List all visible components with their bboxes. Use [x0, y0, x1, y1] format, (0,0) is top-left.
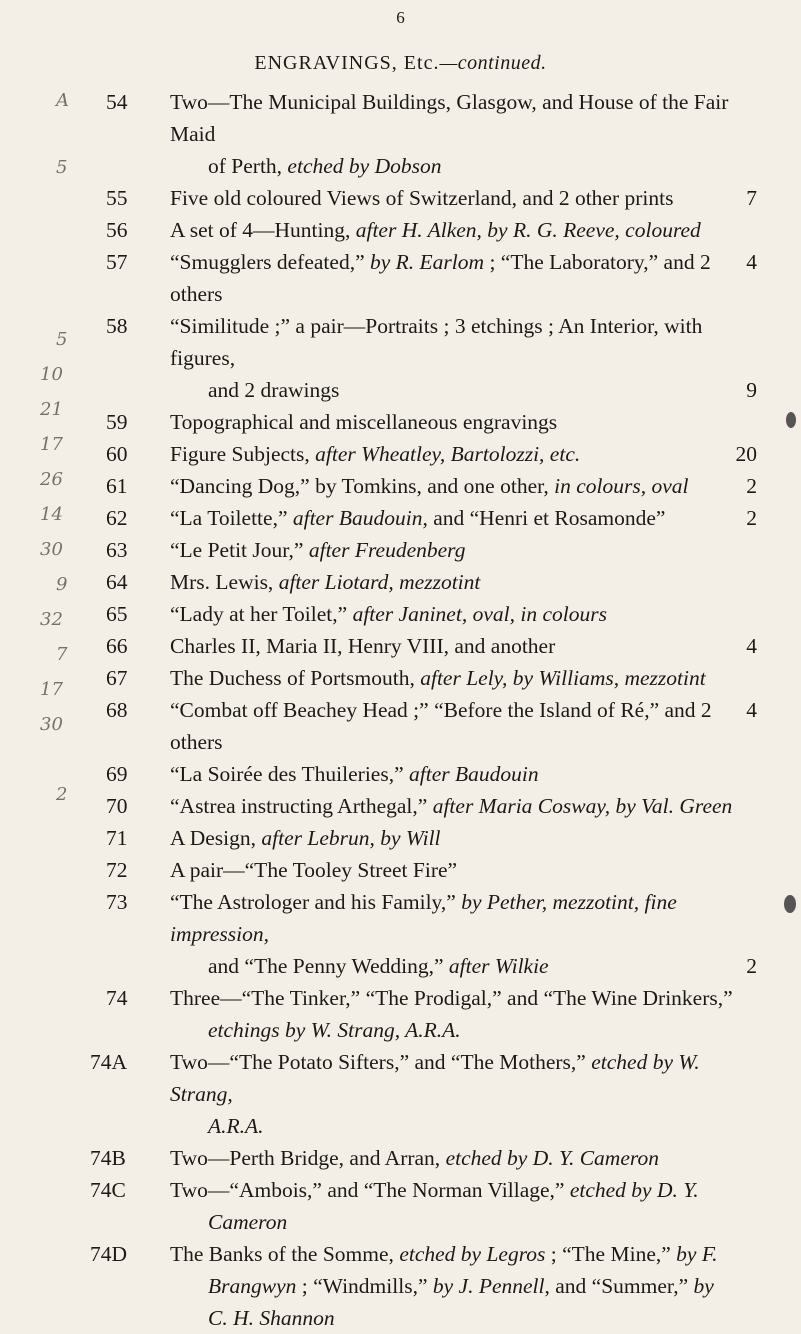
lot-description: “La Toilette,” after Baudouin, and “Henri et Rosamonde” [170, 506, 666, 530]
lot-number: 55 [106, 186, 128, 210]
lot-item [0, 1174, 801, 1238]
lot-quantity: 2 [746, 954, 757, 978]
lot-number: 64 [106, 570, 128, 594]
lot-item [0, 886, 801, 982]
lot-description-continued: Brangwyn ; “Windmills,” by J. Pennell, and “Summer,” by [208, 1274, 714, 1298]
lot-number: 73 [106, 890, 128, 914]
lot-number: 61 [106, 474, 128, 498]
lot-description: “The Astrologer and his Family,” by Pether, mezzotint, fine impression, [170, 890, 677, 946]
lot-item [0, 598, 801, 630]
lot-description: A Design, after Lebrun, by Will [170, 826, 441, 850]
lot-number: 62 [106, 506, 128, 530]
lot-description: A set of 4—Hunting, after H. Alken, by R. G. Reeve, coloured [170, 218, 701, 242]
lot-list [0, 86, 801, 1334]
margin-annotation: 30 [40, 714, 63, 735]
lot-number: 70 [106, 794, 128, 818]
lot-item [0, 86, 801, 182]
lot-description-continued: and “The Penny Wedding,” after Wilkie [208, 954, 549, 978]
lot-item [0, 1142, 801, 1174]
lot-description-continued: of Perth, etched by Dobson [208, 154, 442, 178]
lot-description: “Astrea instructing Arthegal,” after Maria Cosway, by Val. Green [170, 794, 733, 818]
heading-continued: —continued. [439, 52, 547, 74]
lot-number: 58 [106, 314, 128, 338]
lot-item [0, 310, 801, 406]
lot-item [0, 214, 801, 246]
margin-annotation: 7 [56, 644, 68, 665]
lot-quantity: 9 [746, 378, 757, 402]
lot-item [0, 694, 801, 758]
lot-number: 66 [106, 634, 128, 658]
lot-number: 56 [106, 218, 128, 242]
margin-annotation: 9 [56, 574, 68, 595]
margin-annotation: 5 [56, 329, 68, 350]
lot-item [0, 182, 801, 214]
lot-description: Five old coloured Views of Switzerland, and 2 other prints [170, 186, 674, 210]
lot-description-continued: Cameron [208, 1210, 288, 1234]
lot-number: 69 [106, 762, 128, 786]
lot-quantity: 7 [746, 186, 757, 210]
ink-spot [786, 412, 796, 428]
lot-quantity: 4 [746, 634, 757, 658]
lot-description: Two—“Ambois,” and “The Norman Village,” etched by D. Y. [170, 1178, 699, 1202]
lot-description: Figure Subjects, after Wheatley, Bartolozzi, etc. [170, 442, 581, 466]
lot-item [0, 246, 801, 310]
lot-item [0, 1238, 801, 1334]
lot-number: 57 [106, 250, 128, 274]
ink-spot [784, 895, 796, 913]
lot-description-continued: etchings by W. Strang, A.R.A. [208, 1018, 461, 1042]
lot-item [0, 406, 801, 438]
lot-description: “La Soirée des Thuileries,” after Baudouin [170, 762, 539, 786]
margin-annotation: 10 [40, 364, 63, 385]
lot-number: 74D [90, 1242, 128, 1266]
margin-annotation: 14 [40, 504, 63, 525]
lot-description: The Banks of the Somme, etched by Legros ; “The Mine,” by F. [170, 1242, 718, 1266]
lot-number: 74 [106, 986, 128, 1010]
lot-number: 74A [90, 1050, 128, 1074]
lot-description: Topographical and miscellaneous engravings [170, 410, 558, 434]
lot-item [0, 758, 801, 790]
margin-annotation: 17 [40, 434, 63, 455]
lot-item [0, 566, 801, 598]
lot-description: “Le Petit Jour,” after Freudenberg [170, 538, 466, 562]
lot-description: Charles II, Maria II, Henry VIII, and another [170, 634, 556, 658]
margin-annotation: 21 [40, 399, 63, 420]
lot-item [0, 534, 801, 566]
lot-number: 65 [106, 602, 128, 626]
lot-description: “Similitude ;” a pair—Portraits ; 3 etchings ; An Interior, with figures, [170, 314, 703, 370]
lot-number: 67 [106, 666, 128, 690]
lot-number: 71 [106, 826, 128, 850]
lot-quantity: 2 [746, 506, 757, 530]
lot-number: 72 [106, 858, 128, 882]
margin-annotation: 30 [40, 539, 63, 560]
lot-description-continued: and 2 drawings [208, 378, 340, 402]
margin-annotation: A [56, 90, 69, 111]
margin-annotation: 32 [40, 609, 63, 630]
page-heading [0, 52, 801, 75]
lot-description: “Combat off Beachey Head ;” “Before the Island of Ré,” and 2 others [170, 698, 712, 754]
lot-description: Two—“The Potato Sifters,” and “The Mothers,” etched by W. Strang, [170, 1050, 700, 1106]
lot-quantity: 4 [746, 250, 757, 274]
lot-description-continued: A.R.A. [208, 1114, 264, 1138]
lot-item [0, 790, 801, 822]
margin-annotation: 17 [40, 679, 63, 700]
lot-description: “Smugglers defeated,” by R. Earlom ; “The Laboratory,” and 2 others [170, 250, 711, 306]
lot-number: 68 [106, 698, 128, 722]
lot-number: 60 [106, 442, 128, 466]
lot-description-continued: C. H. Shannon [208, 1306, 335, 1330]
lot-number: 74B [90, 1146, 126, 1170]
margin-annotation: 5 [56, 157, 68, 178]
lot-quantity: 20 [735, 442, 757, 466]
lot-item [0, 630, 801, 662]
lot-item [0, 822, 801, 854]
lot-description: “Dancing Dog,” by Tomkins, and one other, in colours, oval [170, 474, 689, 498]
lot-description: Two—The Municipal Buildings, Glasgow, and House of the Fair Maid [170, 90, 729, 146]
lot-description: A pair—“The Tooley Street Fire” [170, 858, 458, 882]
lot-item [0, 1046, 801, 1142]
lot-quantity: 4 [746, 698, 757, 722]
margin-annotation: 2 [56, 784, 68, 805]
lot-item [0, 438, 801, 470]
lot-number: 59 [106, 410, 128, 434]
lot-item [0, 662, 801, 694]
lot-description: Mrs. Lewis, after Liotard, mezzotint [170, 570, 481, 594]
margin-annotation: 26 [40, 469, 63, 490]
page-number: 6 [396, 8, 405, 27]
lot-number: 74C [90, 1178, 126, 1202]
lot-number: 54 [106, 90, 128, 114]
lot-quantity: 2 [746, 474, 757, 498]
lot-number: 63 [106, 538, 128, 562]
lot-item [0, 502, 801, 534]
lot-description: Three—“The Tinker,” “The Prodigal,” and “The Wine Drinkers,” [170, 986, 733, 1010]
lot-description: Two—Perth Bridge, and Arran, etched by D. Y. Cameron [170, 1146, 659, 1170]
lot-item [0, 854, 801, 886]
lot-description: The Duchess of Portsmouth, after Lely, by Williams, mezzotint [170, 666, 706, 690]
lot-description: “Lady at her Toilet,” after Janinet, oval, in colours [170, 602, 607, 626]
lot-item [0, 982, 801, 1046]
heading-title: ENGRAVINGS, Etc. [254, 52, 440, 74]
lot-item [0, 470, 801, 502]
